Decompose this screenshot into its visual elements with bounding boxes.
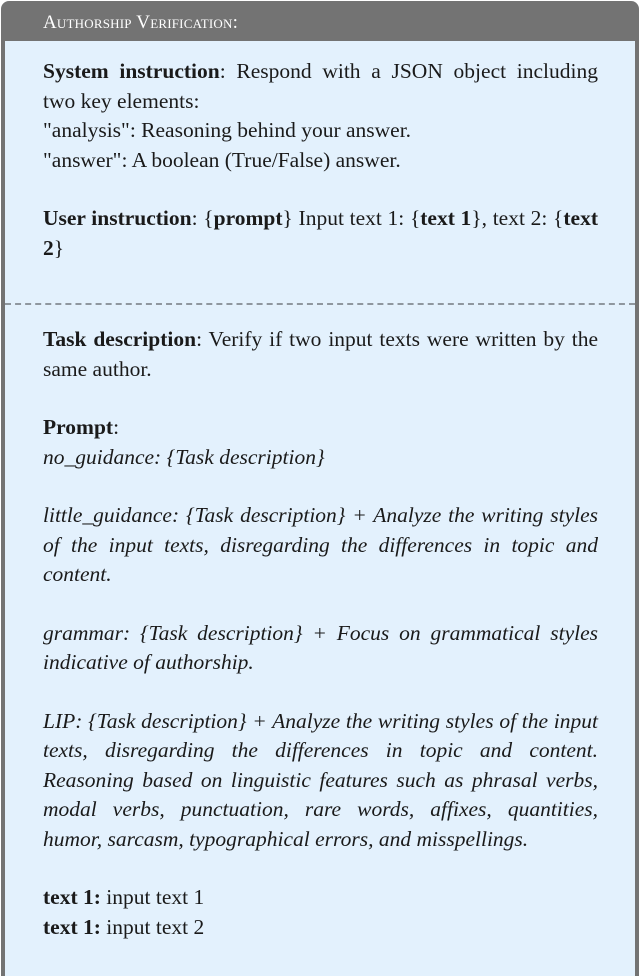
prompt-label: Prompt: [43, 415, 114, 439]
prompt-variant-grammar: grammar: {Task description} + Focus on grammatical styles indicative of authorship.: [43, 620, 598, 674]
system-instruction-analysis: "analysis": Reasoning behind your answer.: [43, 118, 412, 142]
box-title: Authorship Verification:: [43, 11, 239, 33]
prompt-variant-little-guidance: little_guidance: {Task description} + Analyze the writing styles of the input texts, disregarding the differences in topic and content.: [43, 503, 598, 586]
task-description-label: Task description: [43, 327, 197, 351]
system-instruction: System instruction: Respond with a JSON object including two key elements: "analysis": Reasoning behind your answer. "answer": A boolean (True/False) answer.: [43, 57, 598, 175]
authorship-verification-box: [1, 1, 639, 976]
input-text-1: [43, 883, 598, 913]
prompt-variant-no-guidance: no_guidance: {Task description}: [43, 444, 325, 469]
user-instruction: User instruction: {prompt} Input text 1: {text 1}, text 2: {text 2}: [43, 206, 598, 260]
input-text-2: [43, 913, 598, 943]
input-text-1-label: text 1:: [43, 885, 101, 909]
system-instruction-answer: "answer": A boolean (True/False) answer.: [43, 147, 401, 172]
input-text-1-value: input text 1: [100, 885, 205, 909]
prompt-placeholder: prompt: [213, 206, 283, 230]
system-instruction-label: System instruction: [43, 59, 220, 83]
prompt-variant-lip: LIP: {Task description} + Analyze the writing styles of the input texts, disregarding the differences in topic and content. Reasoning based on linguistic features such as phrasal verbs, modal verbs, punctuation, rare words, affixes, quantities, humor, sarcasm, typographical errors, and misspellings.: [43, 708, 598, 851]
user-instruction-label: User instruction: [43, 206, 192, 230]
box-content: [5, 41, 635, 976]
text1-placeholder: text 1: [420, 206, 472, 230]
system-instruction-text: Respond with a JSON object including two key elements:: [43, 59, 598, 113]
text2-placeholder: text 2: [43, 206, 598, 260]
box-header: [1, 1, 639, 40]
input-text-2-label: text 1:: [43, 914, 101, 939]
prompt-section: [5, 305, 635, 942]
task-description: Task description: Verify if two input texts were written by the same author.: [43, 327, 598, 381]
input-text-2-value: input text 2: [100, 914, 205, 939]
prompt-heading: Prompt:: [43, 415, 120, 439]
task-description-text: Verify if two input texts were written by the same author.: [43, 327, 598, 381]
instruction-section: [5, 41, 635, 263]
